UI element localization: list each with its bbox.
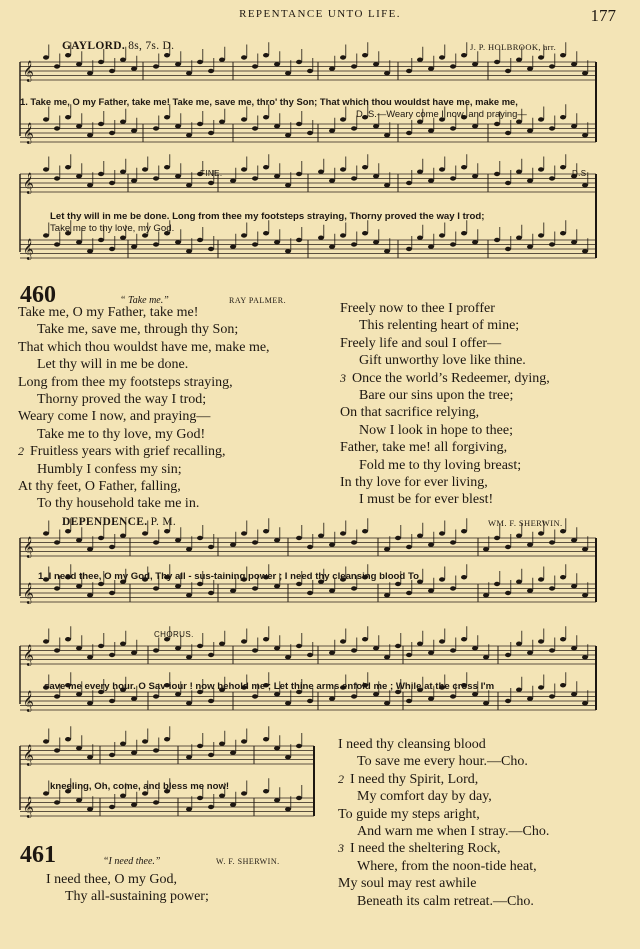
tune-composer-gaylord: J. P. HOLBROOK, arr. bbox=[470, 42, 557, 52]
verse-line: Let thy will in me be done. bbox=[37, 357, 189, 373]
hymn-number-460: 460 bbox=[20, 282, 56, 308]
hymn-caption-461: “I need thee.” bbox=[103, 856, 161, 867]
verse-number: 2 bbox=[338, 771, 344, 786]
verse-line: That which thou wouldst have me, make me, bbox=[18, 339, 270, 355]
verse-line: 3 Once the world’s Redeemer, dying, bbox=[340, 370, 550, 386]
staff bbox=[20, 672, 596, 712]
verse-line: At thy feet, O Father, falling, bbox=[18, 479, 181, 495]
verse-line: Thy all-sustaining power; bbox=[65, 889, 209, 905]
hymn-author-461: W. F. SHERWIN. bbox=[216, 857, 280, 866]
chorus-label: CHORUS. bbox=[154, 630, 194, 639]
fine-mark: FINE. bbox=[200, 169, 223, 178]
verse-line: Freely now to thee I proffer bbox=[340, 301, 495, 316]
svg-text:𝄞: 𝄞 bbox=[23, 745, 34, 766]
verse-line: Take me to thy love, my God! bbox=[37, 426, 206, 442]
tune-name-gaylord: GAYLORD. 8s, 7s. D. bbox=[62, 40, 175, 52]
svg-text:𝄞: 𝄞 bbox=[23, 123, 34, 144]
tune2-lyric-line2: save me every hour. O Sav-iour ! now behold me ; Let thine arms enfold me ; While at the cross I'm bbox=[44, 681, 495, 692]
svg-text:𝄞: 𝄞 bbox=[23, 645, 34, 666]
staff bbox=[20, 626, 596, 666]
svg-text:𝄞: 𝄞 bbox=[23, 797, 34, 818]
tune1-lyric-line3: Let thy will in me be done. Long from thee my footsteps straying, Thorny proved the way I trod; bbox=[50, 211, 485, 222]
verse-line: Take me, O my Father, take me! bbox=[18, 305, 199, 320]
verse-line: Fold me to thy loving breast; bbox=[359, 457, 522, 473]
verse-line: On that sacrifice relying, bbox=[340, 405, 480, 421]
tune-composer-dependence: WM. F. SHERWIN. bbox=[488, 518, 563, 528]
verse-line: I need thy cleansing blood bbox=[338, 737, 486, 752]
tune1-lyric-line1: 1. Take me, O my Father, take me! Take me, save me, thro' thy Son; That which thou wouldst have me, make me, bbox=[20, 96, 518, 107]
verse-line: Take me, save me, through thy Son; bbox=[37, 322, 239, 338]
tune1-lyric-ds: D. S.—Weary come I now, and praying— bbox=[356, 108, 527, 119]
verse-line: Thorny proved the way I trod; bbox=[37, 392, 207, 408]
verse-line: My comfort day by day, bbox=[357, 789, 492, 805]
verse-line: In thy love for ever living, bbox=[340, 475, 488, 491]
hymn461-right-column bbox=[338, 736, 549, 910]
verse-line: Bare our sins upon the tree; bbox=[359, 388, 514, 404]
running-head: REPENTANCE UNTO LIFE. bbox=[239, 8, 401, 20]
svg-text:𝄞: 𝄞 bbox=[23, 61, 34, 82]
hymn-caption-460: “ Take me.” bbox=[120, 295, 169, 306]
verse-line: Gift unworthy love like thine. bbox=[359, 353, 526, 369]
verse-line: I need thee, O my God, bbox=[46, 872, 178, 887]
tune2-lyric-line1: 1. I need thee, O my God, Thy all - sus-taining power ; I need thy cleansing blood To bbox=[38, 571, 419, 582]
verse-line: Humbly I confess my sin; bbox=[37, 461, 182, 477]
verse-line: Now I look in hope to thee; bbox=[359, 422, 513, 438]
staff bbox=[20, 726, 314, 766]
svg-text:𝄞: 𝄞 bbox=[23, 239, 34, 260]
hymn-number-461: 461 bbox=[20, 842, 56, 868]
verse-line: Freely life and soul I offer— bbox=[340, 335, 502, 351]
hymn-author-460: RAY PALMER. bbox=[229, 296, 287, 305]
verse-line: This relenting heart of mine; bbox=[359, 318, 520, 334]
svg-text:𝄞: 𝄞 bbox=[23, 691, 34, 712]
verse-line: Weary come I now, and praying— bbox=[18, 409, 211, 425]
verse-line: 3 I need the sheltering Rock, bbox=[338, 841, 501, 857]
verse-line: Where, from the noon-tide heat, bbox=[357, 858, 537, 874]
verse-line: I must be for ever blest! bbox=[359, 492, 494, 508]
verse-line: To guide my steps aright, bbox=[338, 806, 480, 822]
tune2-lyric-line3: kneeling, Oh, come, and bless me now! bbox=[50, 781, 230, 792]
hymn461-left-column bbox=[46, 871, 209, 906]
verse-line: To thy household take me in. bbox=[37, 496, 200, 512]
verse-line: 2 I need thy Spirit, Lord, bbox=[338, 771, 479, 787]
tune-name-dependence: DEPENDENCE. P. M. bbox=[62, 516, 177, 528]
ds-mark: D.S. bbox=[572, 169, 590, 178]
verse-number: 3 bbox=[338, 841, 344, 856]
verse-line: To save me every hour.—Cho. bbox=[357, 754, 528, 770]
page-number: 177 bbox=[590, 6, 616, 25]
svg-text:𝄞: 𝄞 bbox=[23, 173, 34, 194]
svg-text:𝄞: 𝄞 bbox=[23, 537, 34, 558]
verse-number: 2 bbox=[18, 444, 24, 459]
hymn460-left-column bbox=[18, 304, 270, 513]
verse-line: And warn me when I stray.—Cho. bbox=[357, 824, 550, 840]
verse-line: Beneath its calm retreat.—Cho. bbox=[357, 893, 534, 909]
verse-line: Long from thee my footsteps straying, bbox=[18, 374, 233, 390]
verse-number: 3 bbox=[340, 370, 346, 385]
verse-line: 2 Fruitless years with grief recalling, bbox=[18, 444, 226, 460]
tune1-lyric-line4: Take me to thy love, my God. bbox=[50, 223, 175, 234]
hymn460-right-column bbox=[340, 300, 550, 509]
verse-line: Father, take me! all forgiving, bbox=[340, 440, 508, 456]
verse-line: My soul may rest awhile bbox=[338, 876, 477, 892]
svg-text:𝄞: 𝄞 bbox=[23, 583, 34, 604]
